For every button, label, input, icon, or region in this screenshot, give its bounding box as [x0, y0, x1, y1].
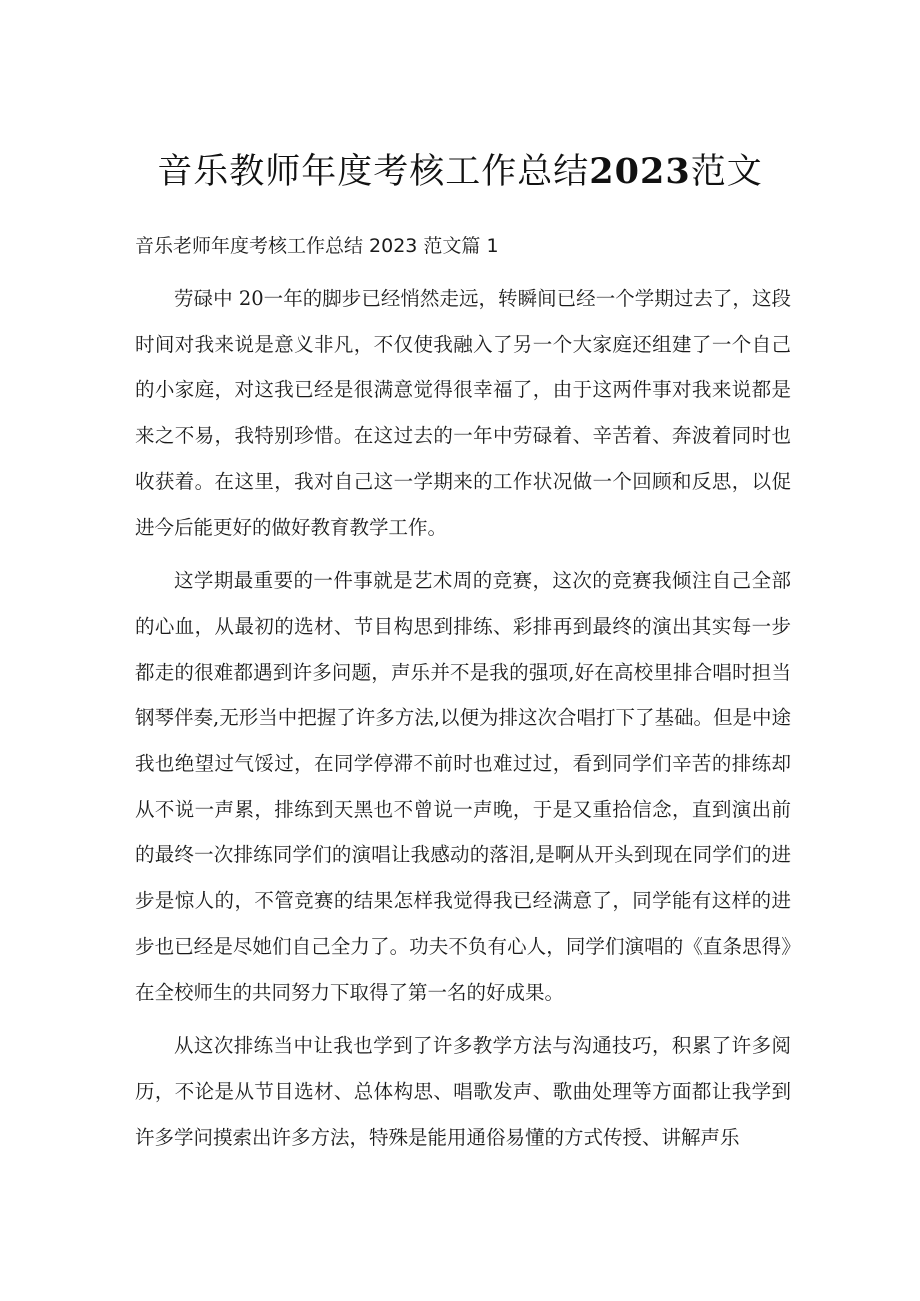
document-title [0, 148, 920, 196]
title-suffix-text: 范文 [690, 152, 763, 192]
title-main-text: 音乐教师年度考核工作总结 [157, 152, 590, 192]
paragraph-1: 劳碌中 20一年的脚步已经悄然走远，转瞬间已经一个学期过去了，这段时间对我来说是意义非凡，不仅使我融入了另一个大家庭还组建了一个自己的小家庭，对这我已经是很满意觉得很幸福了，由于这两件事对我来说都是来之不易，我特别珍惜。在这过去的一年中劳碌着、辛苦着、奔波着同时也收获着。在这里，我对自己这一学期来的工作状况做一个回顾和反思，以促进今后能更好的做好教育教学工作。 [135, 287, 791, 539]
body-text [135, 276, 791, 1168]
title-year-text: 2023 [589, 151, 691, 192]
paragraph-2: 这学期最重要的一件事就是艺术周的竞赛，这次的竞赛我倾注自己全部的心血，从最初的选材、节目构思到排练、彩排再到最终的演出其实每一步都走的很难都遇到许多问题，声乐并不是我的强项,好在高校里排合唱时担当钢琴伴奏,无形当中把握了许多方法,以便为排这次合唱打下了基础。但是中途我也绝望过气馁过，在同学停滞不前时也难过过，看到同学们辛苦的排练却从不说一声累，排练到天黑也不曾说一声晚，于是又重拾信念，直到演出前的最终一次排练同学们的演唱让我感动的落泪,是啊从开头到现在同学们的进步是惊人的，不管竞赛的结果怎样我觉得我已经满意了，同学能有这样的进步也已经是尽她们自己全力了。功夫不负有心人，同学们演唱的《直条思得》在全校师生的共同努力下取得了第一名的好成果。 [135, 569, 791, 1004]
section-heading: 音乐老师年度考核工作总结 2023 范文篇 1 [135, 235, 499, 257]
paragraph-3: 从这次排练当中让我也学到了许多教学方法与沟通技巧，积累了许多阅历，不论是从节目选材、总体构思、唱歌发声、歌曲处理等方面都让我学到许多学问摸索出许多方法，特殊是能用通俗易懂的方式传授、讲解声乐 [135, 1034, 791, 1149]
